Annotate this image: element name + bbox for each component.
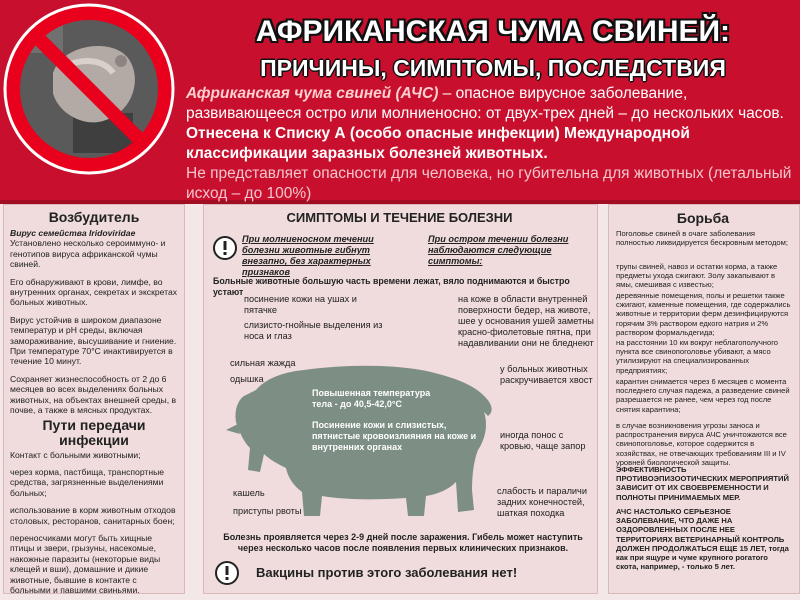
control-r7: ЭФФЕКТИВНОСТЬ ПРОТИВОЭПИЗООТИЧЕСКИХ МЕРОПРИЯТИЙ ЗАВИСИТ ОТ ИХ СВОЕВРЕМЕННОСТИ И ПОЛНОТЫ ПРИНИМАЕМЫХ МЕР. <box>616 465 789 502</box>
intro-part-1: – опасное вирусное заболевание, развивающееся остро или молниеносно: от двух-трех дней – до нескольких часов. <box>186 85 784 122</box>
symptom-paralysis: слабость и параличи задних конечностей, шаткая походка <box>497 486 587 518</box>
symptoms-heading: СИМПТОМЫ И ТЕЧЕНИЕ БОЛЕЗНИ <box>286 210 513 225</box>
pig-skin: Посинение кожи и слизистых, пятнистые кровоизлияния на коже и внутренних органах <box>312 420 477 452</box>
crossed-pig-icon <box>3 3 175 175</box>
pig-temperature: Повышенная температура тела - до 40,5-42,0°С <box>312 388 431 409</box>
control-r3: деревянные помещения, полы и решетки также сжигают, каменные помещения, где содержались животные и территории ферм дезинфицируются горячим 3% раствором едкого натрия и 2% раствором формальдегида; <box>616 291 791 337</box>
control-r1: Поголовье свиней в очаге заболевания полностью ликвидируется бескровным методом; <box>616 229 788 248</box>
intro-text <box>186 84 798 204</box>
control-r2: трупы свиней, навоз и остатки корма, а также предметы ухода сжигают. Золу закапывают в ямы, смешивая с известью; <box>616 262 778 290</box>
symptom-vomit: приступы рвоты <box>233 506 302 516</box>
general-symptom: Больные животные большую часть времени лежат, вяло поднимаются и быстро устают <box>213 276 570 297</box>
control-r6: в случае возникновения угрозы заноса и распространения вируса АЧС уничтожаются все свинопоголовье, которое содержится в хозяйствах, не отвечающих требованиям III и IV уровней биологической защиты. <box>616 421 787 467</box>
symptom-spots: на коже в области внутренней поверхности бедер, на животе, шее у основания ушей заметны красно-фиолетовые пятна, при надавливании они не бледнеют <box>458 294 594 348</box>
pathogen-heading: Возбудитель <box>48 209 140 225</box>
title-line-2: ПРИЧИНЫ, СИМПТОМЫ, ПОСЛЕДСТВИЯ <box>260 55 726 81</box>
control-heading: Борьба <box>676 210 730 226</box>
symptom-diarrhea: иногда понос с кровью, чаще запор <box>500 430 586 451</box>
pathogen-p3: Вирус устойчив в широком диапазоне температур и рН среды, включая замораживание, высушивание и гниение. При температуре 70°С инактивируется в течение 10 минут. <box>10 314 177 367</box>
header-banner <box>0 0 800 204</box>
symptom-ears: посинение кожи на ушах и пятачке <box>244 294 357 315</box>
pathogen-p2: Его обнаруживают в крови, лимфе, во внутренних органах, секретах и экскретах больных животных. <box>10 276 178 308</box>
virus-family: Вирус семейства Iridoviridae <box>10 228 136 238</box>
symptom-thirst: сильная жажда <box>230 358 296 368</box>
transmission-heading-line-2: инфекции <box>59 431 129 448</box>
symptom-discharge: слизисто-гнойные выделения из носа и глаз <box>244 320 383 341</box>
transmission-t4: переносчиками могут быть хищные птицы и звери, грызуны, насекомые, накожные паразиты (некоторые виды клещей и вши), домашние и дикие животные, бывшие в контакте с больными и павшими свиньями. <box>10 532 161 595</box>
fulminant-note: При молниеносном течении болезни животные гибнут внезапно, без характерных признаков <box>242 234 374 277</box>
transmission-t1: Контакт с больными животными; <box>10 449 141 460</box>
transmission-t3: использование в корм животным отходов столовых, ресторанов, санитарных боен; <box>10 505 176 526</box>
warning-icon <box>213 236 237 260</box>
title-line-1: АФРИКАНСКАЯ ЧУМА СВИНЕЙ: <box>255 15 731 48</box>
pathogen-panel <box>3 204 185 594</box>
pathogen-p4: Сохраняет жизнеспособность от 2 до 6 месяцев во всех выделениях больных животных, на объектах внешней среды, в почве, а также в мясных продуктах. <box>10 373 177 416</box>
transmission-t2: через корма, пастбища, транспортные средства, загрязненные выделениями больных; <box>10 466 165 498</box>
incubation-note: Болезнь проявляется через 2-9 дней после заражения. Гибель может наступить через несколько часов после появления первых клинических признаков. <box>223 532 583 553</box>
symptom-cough: кашель <box>233 488 265 498</box>
control-r8: АЧС НАСТОЛЬКО СЕРЬЕЗНОЕ ЗАБОЛЕВАНИЕ, ЧТО ДАЖЕ НА ОЗДОРОВЛЕННЫХ ПОСЛЕ НЕЕ ТЕРРИТОРИЯХ ВЕТЕРИНАРНЫЙ КОНТРОЛЬ ДОЛЖЕН ПРОДОЛЖАТЬСЯ ЕЩЕ 15 ЛЕТ, тогда как при ящуре и чуме крупного рогатого скота, например, - только 5 лет. <box>616 507 789 572</box>
pathogen-p1: Установлено несколько серoиммуно- и генотипов вируса африканской чумы свиней. <box>10 238 166 270</box>
intro-bold: Отнесена к Списку А (особо опасные инфекции) Международной классификации заразных болезней животных. <box>186 125 690 162</box>
control-r4: на расстоянии 10 км вокруг неблагополучного пункта все свинопоголовье убивают, а мясо утилизируют на специализированных предприятиях; <box>616 338 779 375</box>
control-r5: карантин снимается через 6 месяцев с момента последнего случая падежа, а разведение свиней разрешается не ранее, чем через год после снятия карантина; <box>616 377 790 414</box>
warning-icon <box>215 561 239 585</box>
intro-light: Не представляет опасности для человека, но губительна для животных (летальный исход – до 100%) <box>186 165 792 202</box>
symptom-breath: одышка <box>230 374 264 384</box>
symptom-tail: у больных животных раскручивается хвост <box>500 364 593 385</box>
acute-note: При остром течении болезни наблюдаются следующие симптомы: <box>428 234 569 266</box>
intro-italic: Африканская чума свиней (АЧС) <box>186 85 439 102</box>
vaccine-note: Вакцины против этого заболевания нет! <box>256 565 518 580</box>
transmission-heading-line-1: Пути передачи <box>42 416 146 433</box>
